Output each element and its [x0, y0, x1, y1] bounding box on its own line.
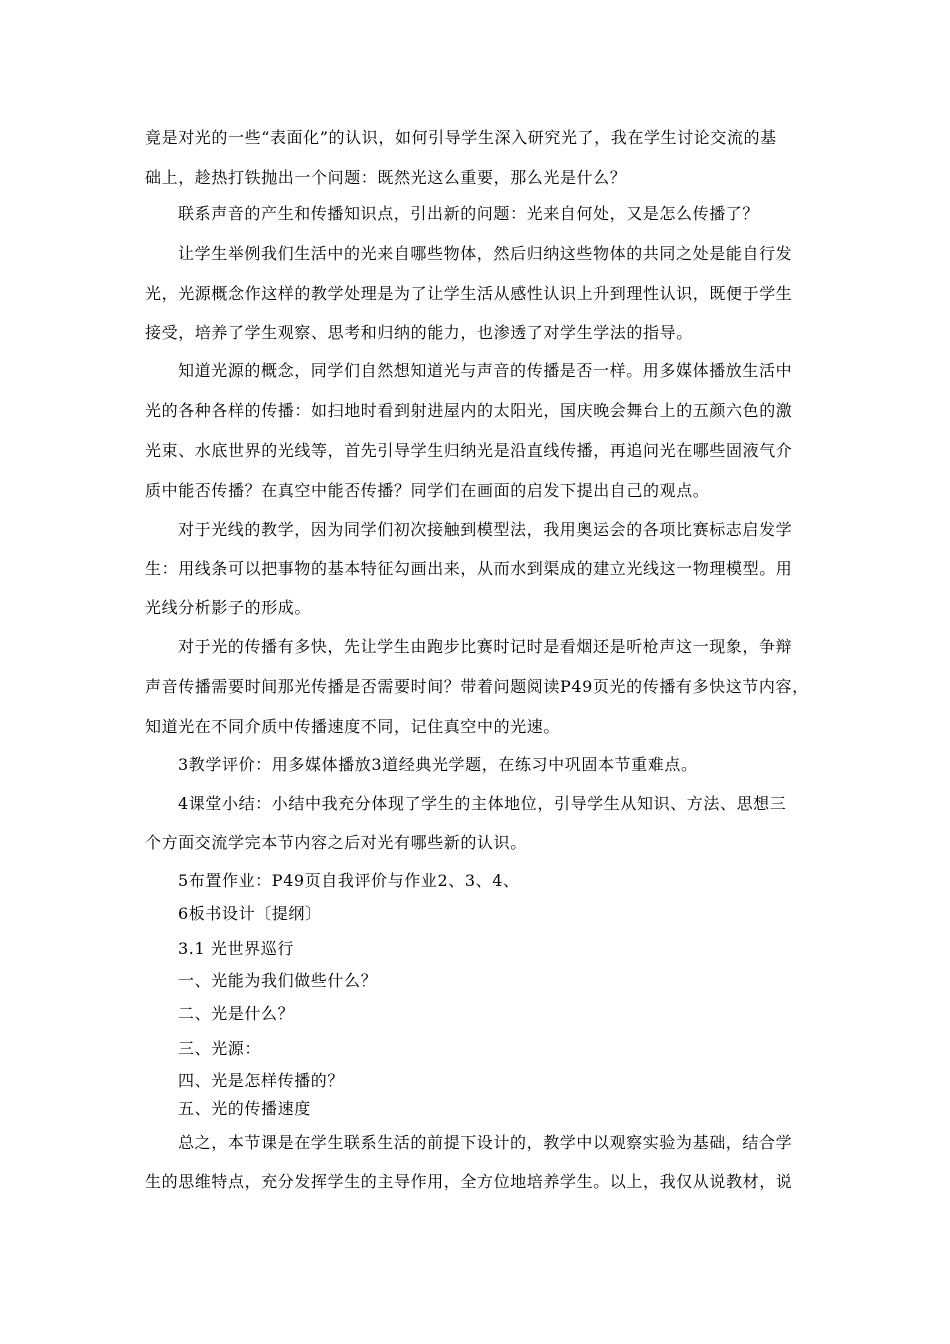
text-line: 竟是对光的一些“表面化”的认识，如何引导学生深入研究光了，我在学生讨论交流的基: [145, 128, 777, 147]
text-line: 础上，趁热打铁抛出一个问题：既然光这么重要，那么光是什么？: [145, 168, 627, 187]
text-line: 光的各种各样的传播：如扫地时看到射进屋内的太阳光，国庆晚会舞台上的五颜六色的激: [145, 401, 793, 420]
text-line: 对于光线的教学，因为同学们初次接触到模型法，我用奥运会的各项比赛标志启发学: [178, 520, 793, 539]
text-line: 知道光在不同介质中传播速度不同，记住真空中的光速。: [145, 717, 561, 736]
text-line: 四、光是怎样传播的？: [178, 1071, 345, 1090]
text-line: 6板书设计〔提纲〕: [178, 904, 322, 923]
text-line: 知道光源的概念，同学们自然想知道光与声音的传播是否一样。用多媒体播放生活中: [178, 361, 793, 380]
text-line: 光线分析影子的形成。: [145, 598, 312, 617]
text-line: 个方面交流学完本节内容之后对光有哪些新的认识。: [145, 833, 527, 852]
text-line: 光，光源概念作这样的教学处理是为了让学生活从感性认识上升到理性认识，既便于学生: [145, 284, 793, 303]
text-line: 光束、水底世界的光线等，首先引导学生归纳光是沿直线传播，再追问光在哪些固液气介: [145, 441, 793, 460]
text-line: 3教学评价：用多媒体播放3道经典光学题，在练习中巩固本节重难点。: [178, 755, 698, 774]
text-line: 声音传播需要时间那光传播是否需要时间？带着问题阅读P49页光的传播有多快这节内容，: [145, 677, 809, 696]
text-line: 联系声音的产生和传播知识点，引出新的问题：光来自何处，又是怎么传播了？: [178, 204, 760, 223]
text-line: 一、光能为我们做些什么？: [178, 971, 378, 990]
text-line: 三、光源：: [178, 1039, 262, 1058]
text-line: 5布置作业：P49页自我评价与作业2、3、4、: [178, 871, 520, 890]
text-line: 质中能否传播？在真空中能否传播？同学们在画面的启发下提出自己的观点。: [145, 481, 710, 500]
text-line: 让学生举例我们生活中的光来自哪些物体，然后归纳这些物体的共同之处是能自行发: [178, 244, 793, 263]
text-line: 生：用线条可以把事物的基本特征勾画出来，从而水到渠成的建立光线这一物理模型。用: [145, 559, 793, 578]
text-line: 4课堂小结：小结中我充分体现了学生的主体地位，引导学生从知识、方法、思想三: [178, 794, 787, 813]
text-line: 生的思维特点，充分发挥学生的主导作用，全方位地培养学生。以上，我仅从说教材，说: [145, 1172, 793, 1191]
text-line: 3.1 光世界巡行: [178, 939, 294, 958]
text-line: 对于光的传播有多快，先让学生由跑步比赛时记时是看烟还是听枪声这一现象，争辩: [178, 637, 793, 656]
text-line: 接受，培养了学生观察、思考和归纳的能力，也渗透了对学生学法的指导。: [145, 323, 693, 342]
text-line: 五、光的传播速度: [178, 1099, 311, 1118]
text-line: 二、光是什么？: [178, 1004, 295, 1023]
text-line: 总之，本节课是在学生联系生活的前提下设计的，教学中以观察实验为基础，结合学: [178, 1133, 793, 1152]
